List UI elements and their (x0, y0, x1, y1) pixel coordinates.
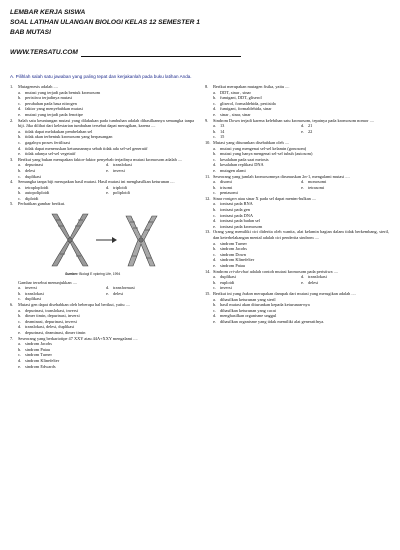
question-2: 2. Salah satu keuntungan mutasi yang dilakukan pada tumbuhan adalah dihasilkannya semangka tanpa biji. Jika dilihat dari kelestarian tumbuhan tersebut dapat merugikan, karena .... (10, 117, 194, 129)
arrow-icon (96, 237, 117, 243)
q1-option-a: a. mutasi yang terjadi pada bentuk kromosom (18, 89, 101, 95)
q9-options (205, 123, 389, 140)
q15-option-c: c. dihasilkan keturunan yang cacat (213, 307, 276, 313)
figure-caption: Sumber: Biologi E xploring Life, 1994 (65, 272, 121, 277)
q10-option-c: c. kesalahan pada saat meiosis (213, 156, 269, 162)
q15-option-b: b. hasil mutasi akan diturunkan kepada keturunan-nya (213, 302, 310, 308)
chromosome-left (52, 214, 88, 266)
q13-option-b: b. sindrom Jacobs (213, 246, 247, 252)
question-14: 14. Sindrom cri-du-chat adalah contoh mutasi kromosom pada peristiwa .... (205, 268, 338, 274)
q11-option-e: e. tetrasomi (301, 184, 325, 190)
q8-option-e: e. sinar , sinar, sinar (213, 111, 251, 117)
question-3: 3. Berikut yang bukan merupakan faktor-faktor penyebab terjadinya mutasi kromosom adalah .... (10, 156, 183, 162)
question-6: 6. Mutasi gen dapat disebabkan oleh beberapa hal berikut, yaitu .... (10, 302, 130, 308)
q14-option-c: c. inversi (213, 285, 232, 291)
q5-option-c: c. duplikasi (18, 296, 41, 302)
question-5: 5. Perhatikan gambar berikut. (10, 201, 66, 207)
q14-option-a: a. duplikasi (213, 274, 236, 280)
q5-option-b: b. translokasi (18, 290, 44, 296)
q7-option-e: e. sindrom Edwards (18, 363, 56, 369)
q14-option-d: d. translokasi (301, 274, 327, 280)
left-column (10, 84, 194, 369)
q4-option-e: e. poliploidi (106, 190, 130, 196)
q3-option-a: a. depurinasi (18, 162, 44, 168)
q5-option-d: d. transformasi (106, 285, 135, 291)
q5-options (10, 285, 194, 302)
q8-option-a: a. DDT, sinar , sinar (213, 89, 251, 95)
q15-option-a: a. dihasilkan keturunan yang steril (213, 296, 276, 302)
instruction-text: A. Pilihlah salah satu jawaban yang paling tepat dan kerjakanlah pada buku latihan Anda. (10, 74, 192, 79)
q14-option-b: b. euploidi (213, 279, 235, 285)
q9-option-c: c. 15 (213, 134, 225, 140)
q5-option-e: e. delesi (106, 290, 124, 296)
q2-option-c: c. gagalnya proses fertilisasi (18, 139, 71, 145)
question-11: 11. Seseorang yang jumlah kromosomnya dirumuskan 2n-1, mengalami mutasi .... (205, 173, 350, 179)
q8-option-d: d. fumigant, formaldehida, sinar (213, 106, 272, 112)
q4-option-c: c. diploidi (18, 195, 39, 201)
q2-option-d: d. tidak dapat meneruskan keturunannya sebab tidak ada sel-sel generatif (18, 145, 148, 151)
q12-option-d: d. ionisasi pada badan sel (213, 218, 260, 224)
right-column (205, 84, 389, 325)
q3-option-c: c. duplikasi (18, 173, 41, 179)
q6-option-b: b. dimer timin, depurinasi, inversi (18, 313, 80, 319)
q13-option-c: c. sindrom Down (213, 251, 246, 257)
chromosome-illustration (30, 210, 180, 270)
q10-option-a: a. mutasi yang mengenai sel-sel kelamin (gonosom) (213, 145, 307, 151)
q3-option-d: d. translokasi (106, 162, 132, 168)
header-rule (81, 50, 241, 57)
q11-option-a: a. disomi (213, 179, 232, 185)
q9-option-b: b. 14 (213, 128, 225, 134)
q2-option-b: b. tidak akan terbentuk kromosom yang berpasangan (18, 134, 113, 140)
q5-option-a: a. inversi (18, 285, 37, 291)
q14-option-e: e. delesi (301, 279, 319, 285)
q11-option-b: b. trisomi (213, 184, 233, 190)
question-12: 12. Sinar rontgen atau sinar X pada sel dapat menim-bulkan .... (205, 195, 317, 201)
q7-option-d: d. sindrom Klinefelter (18, 357, 60, 363)
q7-option-b: b. sindrom Patau (18, 346, 50, 352)
q6-option-a: a. depurinasi, translokasi, inversi (18, 307, 79, 313)
q7-option-c: c. sindrom Turner (18, 352, 52, 358)
q6-option-d: d. translokasi, delesi, duplikasi (18, 324, 75, 330)
q9-option-a: a. 13 (213, 123, 225, 129)
q8-option-b: b. fumigant, DDT, gliserol (213, 95, 262, 101)
question-10: 10. Mutasi yang diturunkan disebabkan oleh .... (205, 139, 290, 145)
q6-option-e: e. depurinasi, deaminasi, dimer timin (18, 330, 86, 335)
q9-option-e: e. 22 (301, 128, 313, 134)
q1-option-d: d. faktor yang menyebabkan mutasi (18, 106, 83, 112)
question-9: 9. Sindrom Down terjadi karena kelebihan satu kromosom, tepatnya pada kromosom nomor .... (205, 117, 374, 123)
q12-option-b: b. ionisasi pada gen (213, 207, 250, 213)
q3-option-b: b. delesi (18, 167, 36, 173)
q13-option-a: a. sindrom Turner (213, 240, 247, 246)
q7-option-a: a. sindrom Jacobs (18, 341, 52, 347)
header-subtitle: SOAL LATIHAN ULANGAN BIOLOGI KELAS 12 SEMESTER 1 (10, 19, 200, 26)
q2-option-e: e. tidak adanya sel-sel vegetatif (18, 151, 76, 157)
q4-options (10, 185, 194, 202)
worksheet-header (10, 8, 390, 58)
q15-option-e: e. dihasilkan organisme yang tidak memiliki alat generatifnya. (213, 318, 325, 324)
chromosome-right (126, 216, 157, 266)
question-15: 15. Berikut ini yang bukan merupakan dampak dari mutasi yang merugikan adalah .... (205, 290, 356, 296)
header-site-row (10, 48, 390, 58)
q12-option-e: e. ionisasi pada kromosom (213, 223, 263, 229)
q11-options (205, 179, 389, 196)
q1-option-b: b. peristiwa terjadinya mutasi (18, 95, 73, 101)
q13-option-d: d. sindrom Klinefelter (213, 257, 255, 263)
q6-option-c: c. deaminasi, depurinasi, inversi (18, 318, 77, 324)
q12-option-c: c. ionisasi pada DNA (213, 212, 254, 218)
q2-option-a: a. tidak dapat melakukan pembelahan sel (18, 128, 93, 134)
header-title: LEMBAR KERJA SISWA (10, 9, 86, 16)
question-7: 7. Seseorang yang berkariotipe 47 XXY atau 44A+XXY mengalami .... (10, 335, 138, 341)
q8-option-c: c. gliserol, formaldehida, pestisida (213, 100, 276, 106)
q10-option-e: e. mutagen alami (213, 167, 246, 173)
question-8: 8. Berikut merupakan mutagen fisika, yaitu .... (205, 84, 290, 89)
q4-option-d: d. triploidi (106, 184, 127, 190)
q3-option-e: e. inversi (106, 167, 125, 173)
question-4: 4. Semangka tanpa biji merupakan hasil mutasi. Hasil mutasi ini menghasilkan keturunan .... (10, 179, 175, 185)
q4-option-b: b. autopoliploidi (18, 190, 50, 196)
q14-options (205, 274, 389, 291)
header-chapter: BAB MUTASI (10, 29, 51, 36)
q1-option-e: e. mutasi yang terjadi pada fenotipe (18, 111, 83, 117)
q9-option-d: d. 21 (301, 123, 313, 129)
q4-option-a: a. tetraploploidi (18, 184, 49, 190)
q1-option-c: c. perubahan pada basa nitrogen (18, 100, 77, 106)
header-site: WWW.TERSATU.COM (10, 49, 78, 56)
q12-option-a: a. ionisasi pada RNA (213, 201, 253, 207)
q10-option-d: d. kesalahan replikasi DNA (213, 162, 264, 168)
question-13: 13. Orang yang memiliki ciri diderita oleh wanita, alat kelamin bagian dalam tidak berkembang, steril, dan keterbelakangan mental adalah ciri penderita sindrom .... (205, 229, 389, 241)
q15-option-d: d. menghasilkan organisme unggul (213, 313, 277, 319)
q3-options (10, 162, 194, 179)
question-1: 1. Mutagenesis adalah .... (10, 84, 58, 89)
q11-option-c: c. pentasomi (213, 190, 238, 196)
q13-option-e: e. sindrom Patau (213, 263, 245, 268)
q11-option-d: d. monosomi (301, 179, 327, 185)
chromosome-figure (30, 210, 180, 270)
question-5-prompt: Gambar tersebut menunjukkan .... (18, 279, 77, 285)
q10-option-b: b. mutasi yang hanya mengenai sel-sel tubuh (autosom) (213, 151, 313, 157)
